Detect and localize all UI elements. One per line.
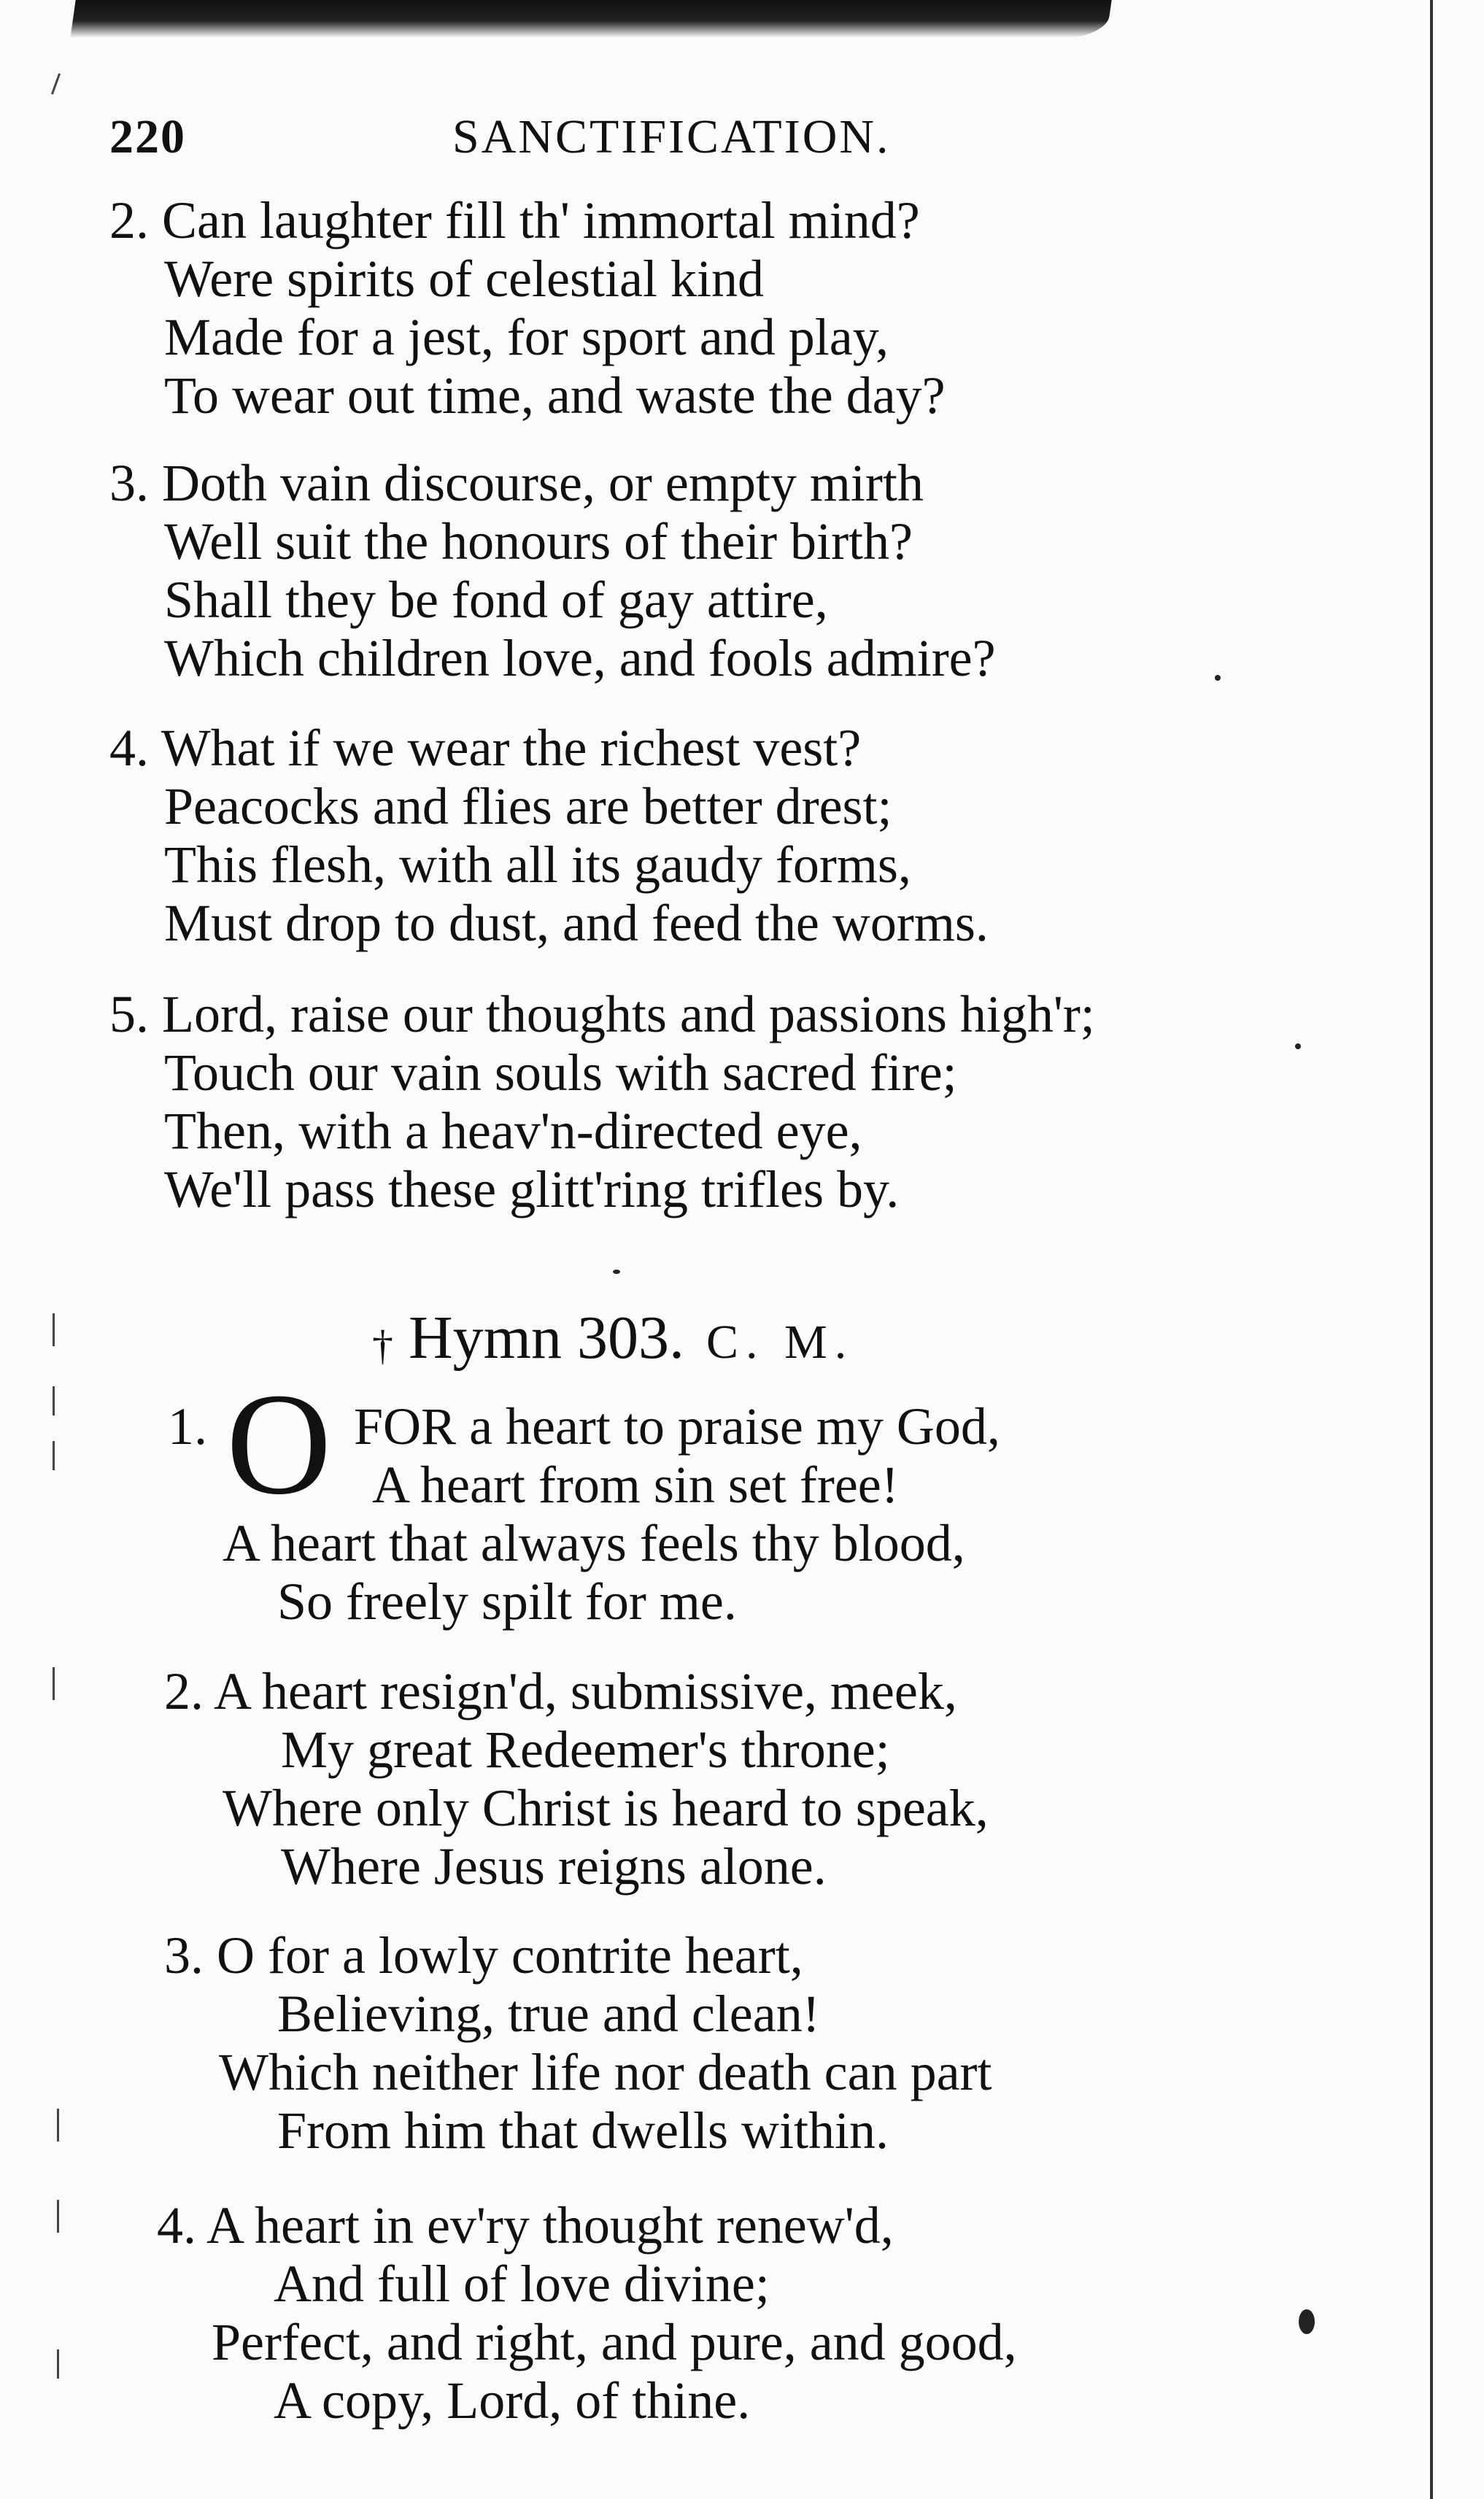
stanza-line: To wear out time, and waste the day? (164, 366, 946, 425)
stanza-line (109, 985, 1095, 1043)
stanza-number: 4. (109, 719, 149, 777)
ink-speck (1299, 2309, 1315, 2334)
verse-text: A heart in ev'ry thought renew'd, (206, 2196, 894, 2255)
margin-mark (53, 1313, 55, 1346)
stanza-number: 3. (164, 1926, 204, 1985)
page-edge (1430, 0, 1433, 2499)
stanza-line: Which children love, and fools admire? (164, 629, 996, 687)
stanza-line: FOR a heart to praise my God, (354, 1397, 1000, 1456)
stanza-line: Which neither life nor death can part (219, 2043, 992, 2101)
stanza-line: From him that dwells within. (277, 2101, 889, 2160)
stanza-line (109, 191, 920, 250)
stanza-line: Well suit the honours of their birth? (164, 512, 913, 571)
margin-mark (53, 1667, 55, 1700)
stanza-line (109, 454, 924, 512)
stanza-line: So freely spilt for me. (277, 1572, 737, 1631)
margin-mark (57, 2109, 59, 2141)
stanza-number: 5. (109, 985, 149, 1043)
stanza-line: Peacocks and flies are better drest; (164, 777, 892, 835)
stanza-number: 3. (109, 454, 149, 512)
stanza-line: We'll pass these glitt'ring trifles by. (164, 1160, 900, 1218)
verse-text: Lord, raise our thoughts and passions high'r; (162, 985, 1095, 1043)
stanza-number: 4. (157, 2196, 196, 2255)
stanza-number: 2. (164, 1662, 204, 1720)
stanza-line: This flesh, with all its gaudy forms, (164, 835, 911, 894)
margin-mark (57, 2349, 59, 2379)
stanza-line: Shall they be fond of gay attire, (164, 571, 828, 629)
verse-text: Doth vain discourse, or empty mirth (162, 454, 924, 512)
hymn-meter: C. M. (706, 1316, 854, 1369)
ink-smudge (70, 0, 1111, 38)
stanza-line: My great Redeemer's throne; (281, 1720, 890, 1779)
stanza-line (164, 1926, 803, 1985)
margin-mark (57, 2200, 59, 2233)
running-head: SANCTIFICATION. (452, 110, 891, 163)
drop-cap: O (226, 1364, 332, 1525)
ink-speck (613, 1270, 620, 1274)
verse-text: Can laughter fill th' immortal mind? (162, 191, 920, 250)
stanza-line: Made for a jest, for sport and play, (164, 308, 889, 366)
ink-speck (1215, 675, 1221, 681)
stanza-line: Were spirits of celestial kind (164, 250, 764, 308)
dagger-icon: † (372, 1321, 393, 1369)
stanza-line (157, 2196, 894, 2255)
verse-text: O for a lowly contrite heart, (217, 1926, 803, 1985)
stanza-line: Where Jesus reigns alone. (281, 1837, 827, 1896)
stanza-line: A heart from sin set free! (372, 1456, 899, 1514)
stanza-line: Perfect, and right, and pure, and good, (212, 2313, 1017, 2371)
stanza-line (164, 1662, 957, 1720)
hymn-number: Hymn 303. (409, 1304, 684, 1372)
stanza-number: 2. (109, 191, 149, 250)
margin-mark (51, 73, 61, 94)
stanza-number: 1. (168, 1397, 207, 1456)
page-header (0, 109, 1484, 175)
stanza-line: And full of love divine; (274, 2255, 770, 2313)
ink-speck (1295, 1043, 1301, 1049)
stanza-line: A heart that always feels thy blood, (223, 1514, 965, 1572)
hymn-title (409, 1302, 854, 1373)
verse-text: What if we wear the richest vest? (161, 719, 862, 777)
margin-mark (53, 1441, 55, 1470)
verse-text: A heart resign'd, submissive, meek, (214, 1662, 957, 1720)
page-number: 220 (109, 110, 186, 163)
stanza-line: Where only Christ is heard to speak, (223, 1779, 989, 1837)
stanza-line: Must drop to dust, and feed the worms. (164, 894, 989, 952)
stanza-line: Believing, true and clean! (277, 1985, 820, 2043)
stanza-line: Then, with a heav'n-directed eye, (164, 1102, 862, 1160)
stanza-line (109, 719, 861, 777)
margin-mark (53, 1386, 55, 1415)
stanza-line: Touch our vain souls with sacred fire; (164, 1043, 957, 1102)
stanza-line: A copy, Lord, of thine. (274, 2371, 751, 2430)
